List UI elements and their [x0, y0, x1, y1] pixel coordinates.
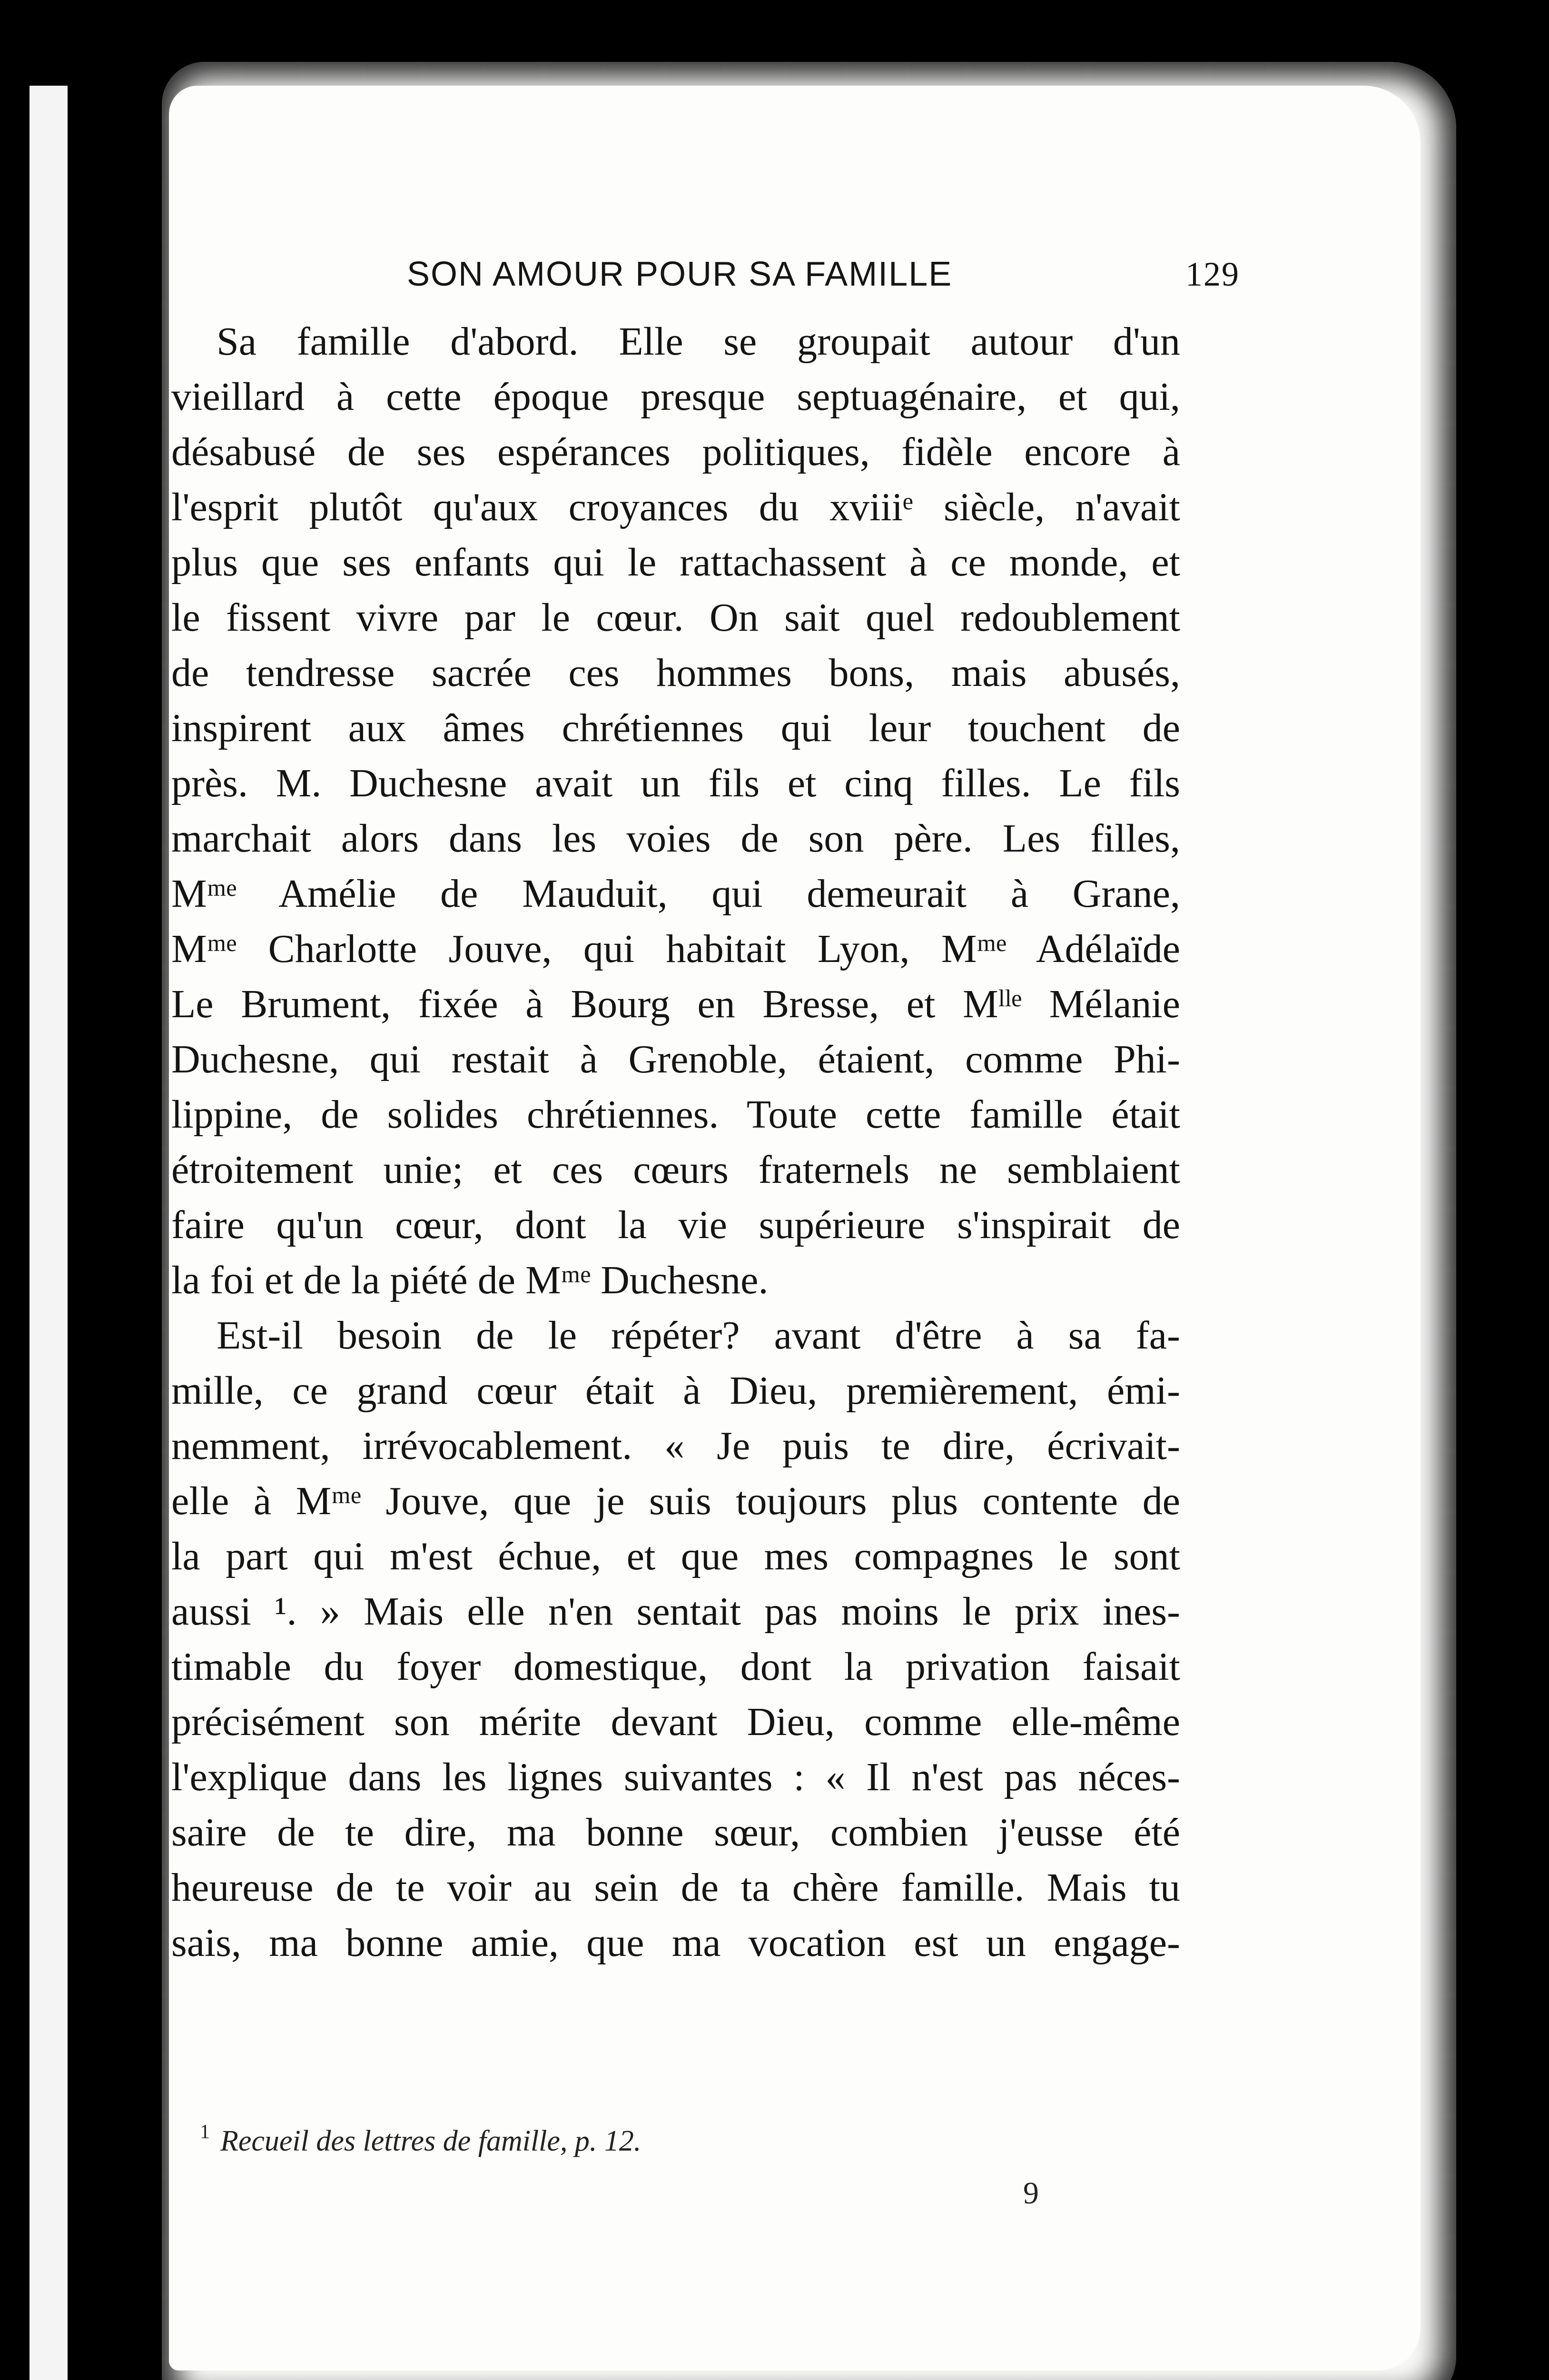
footnote-marker: 1 [200, 2121, 210, 2143]
text-line: Est-il besoin de le répéter? avant d'être à sa fa- [217, 1313, 1180, 1358]
running-title: SON AMOUR POUR SA FAMILLE [407, 255, 953, 293]
text-line: elle à Mᵐᵉ Jouve, que je suis toujours plus contente de [171, 1479, 1180, 1523]
text-line: précisément son mérite devant Dieu, comme elle-même [171, 1700, 1180, 1744]
body-text [171, 314, 1180, 1971]
text-line: faire qu'un cœur, dont la vie supérieure s'inspirait de [171, 1203, 1180, 1247]
text-line: étroitement unie; et ces cœurs fraternels ne semblaient [171, 1148, 1180, 1192]
text-line: marchait alors dans les voies de son père. Les filles, [171, 816, 1180, 861]
text-line: près. M. Duchesne avait un fils et cinq filles. Le fils [171, 761, 1180, 805]
footnote-text: Recueil des lettres de famille, p. 12. [220, 2125, 641, 2157]
scan-left-border [0, 0, 169, 2380]
text-line: nemment, irrévocablement. « Je puis te dire, écrivait- [171, 1424, 1180, 1468]
text-line: mille, ce grand cœur était à Dieu, premièrement, émi- [171, 1368, 1180, 1413]
text-line: l'explique dans les lignes suivantes : « Il n'est pas néces- [171, 1755, 1180, 1799]
text-line: aussi ¹. » Mais elle n'en sentait pas moins le prix ines- [171, 1589, 1180, 1634]
text-line: heureuse de te voir au sein de ta chère famille. Mais tu [171, 1865, 1180, 1910]
text-line: Le Brument, fixée à Bourg en Bresse, et Mˡˡᵉ Mélanie [171, 982, 1180, 1026]
text-line: saire de te dire, ma bonne sœur, combien j'eusse été [171, 1810, 1180, 1854]
text-line: le fissent vivre par le cœur. On sait quel redoublement [171, 595, 1180, 640]
text-line: Sa famille d'abord. Elle se groupait autour d'un [217, 319, 1180, 364]
text-line: Mᵐᵉ Charlotte Jouve, qui habitait Lyon, Mᵐᵉ Adélaïde [171, 927, 1180, 971]
text-line: lippine, de solides chrétiennes. Toute cette famille était [171, 1092, 1180, 1137]
text-line: plus que ses enfants qui le rattachassent à ce monde, et [171, 540, 1180, 585]
signature-mark: 9 [1023, 2176, 1039, 2211]
text-line: la part qui m'est échue, et que mes compagnes le sont [171, 1534, 1180, 1578]
text-line: Duchesne, qui restait à Grenoble, étaient, comme Phi- [171, 1037, 1180, 1081]
running-head [407, 255, 1240, 298]
text-line: sais, ma bonne amie, que ma vocation est un engage- [171, 1921, 1180, 1965]
text-line: vieillard à cette époque presque septuagénaire, et qui, [171, 375, 1180, 419]
text-line: désabusé de ses espérances politiques, fidèle encore à [171, 430, 1180, 474]
text-line: de tendresse sacrée ces hommes bons, mais abusés, [171, 651, 1180, 695]
text-line: inspirent aux âmes chrétiennes qui leur touchent de [171, 706, 1180, 750]
page-number: 129 [1185, 255, 1240, 293]
text-line: Mᵐᵉ Amélie de Mauduit, qui demeurait à Grane, [171, 872, 1180, 916]
text-line: timable du foyer domestique, dont la privation faisait [171, 1645, 1180, 1689]
text-line: l'esprit plutôt qu'aux croyances du xviiiᵉ siècle, n'avait [171, 485, 1180, 529]
scan-margin-strip [30, 86, 68, 2380]
text-line: la foi et de la piété de Mᵐᵉ Duchesne. [171, 1258, 769, 1302]
footnote [200, 2121, 641, 2158]
